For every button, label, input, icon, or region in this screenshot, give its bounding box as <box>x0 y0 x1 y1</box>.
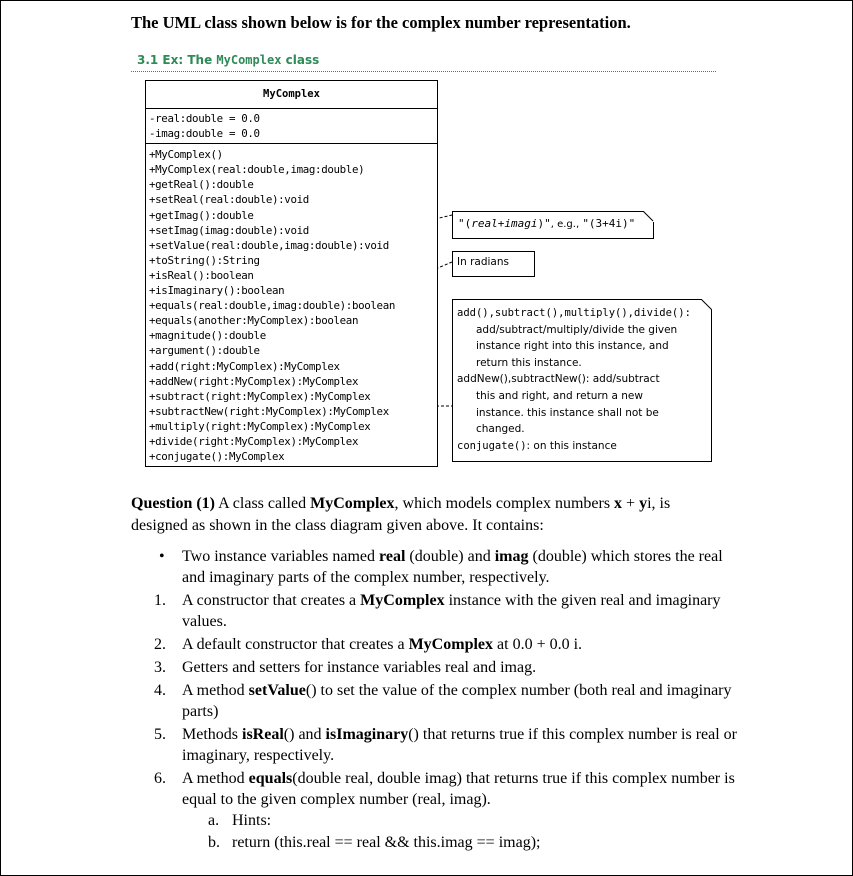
sub-list-text: return (this.real == real && this.imag == imag); <box>232 834 541 851</box>
list-item <box>145 680 745 722</box>
uml-method: +equals(another:MyComplex):boolean <box>149 314 359 328</box>
section-heading-code: MyComplex <box>216 53 282 67</box>
uml-method: +subtractNew(right:MyComplex):MyComplex <box>149 404 389 418</box>
page-heading: The UML class shown below is for the complex number representation. <box>131 13 631 32</box>
sub-list-text: Hints: <box>232 812 272 829</box>
uml-method: +isImaginary():boolean <box>149 284 285 298</box>
uml-class-box <box>145 80 438 467</box>
question-var-x: x <box>614 495 623 512</box>
list-item-text: A default constructor that creates a <box>182 636 409 653</box>
note-line: this and right, and return a new <box>476 389 643 402</box>
argument-note-text: In radians <box>457 256 509 268</box>
sub-list-marker: b. <box>208 834 220 851</box>
uml-method: +multiply(right:MyComplex):MyComplex <box>149 419 371 433</box>
question-label: Question (1) <box>131 495 215 512</box>
list-number: 6. <box>154 770 166 787</box>
list-item-bold: setValue <box>248 682 306 699</box>
uml-attributes <box>146 109 437 144</box>
uml-method: +divide(right:MyComplex):MyComplex <box>149 434 359 448</box>
list-item-bold: isImaginary <box>325 726 409 743</box>
question-text: , is designed as shown in the class diagram given above. It contains: <box>131 495 671 534</box>
list-item <box>145 634 745 655</box>
question-text: , which models complex numbers <box>394 495 615 512</box>
list-item-text: Getters and setters for instance variables real and imag. <box>182 659 537 676</box>
sub-list-item <box>145 810 745 832</box>
note-fold-icon <box>643 211 654 222</box>
uml-attribute: -real:double = 0.0 <box>149 112 260 125</box>
question-class-name: MyComplex <box>310 495 395 512</box>
list-item-bold: isReal <box>242 726 284 743</box>
uml-class-name: MyComplex <box>146 81 437 109</box>
note-text: , e.g., <box>550 219 583 230</box>
question-text: A class called <box>215 495 311 512</box>
uml-method: +argument():double <box>149 344 260 358</box>
note-line: instance right into this instance, and <box>476 340 669 353</box>
uml-method: +addNew(right:MyComplex):MyComplex <box>149 374 359 388</box>
note-code: conjugate() <box>457 439 527 452</box>
uml-method: +subtract(right:MyComplex):MyComplex <box>149 389 371 403</box>
question-text: + <box>622 495 640 512</box>
uml-method: +isReal():boolean <box>149 268 254 282</box>
note-code: )" <box>537 217 551 230</box>
uml-method: +setImag(imag:double):void <box>149 223 309 237</box>
note-line: changed. <box>476 423 525 436</box>
list-item-text: Two instance variables named <box>182 548 380 565</box>
list-item-bold: real <box>379 548 406 565</box>
note-line <box>457 438 691 455</box>
uml-method: +conjugate():MyComplex <box>149 450 285 464</box>
uml-method: +setReal(real:double):void <box>149 193 309 207</box>
list-item-text: A method <box>182 682 249 699</box>
uml-method: +magnitude():double <box>149 329 266 343</box>
list-item-text: (double) and <box>405 548 495 565</box>
list-item-bold: imag <box>494 548 529 565</box>
bullet-marker: • <box>159 548 165 565</box>
list-item-text: () that returns true if this complex number is real or imaginary, respectively. <box>182 726 738 764</box>
list-item-text: (double real, double imag) that returns true if this complex number is equal to the given complex number (real, imag). <box>182 770 735 808</box>
list-item-text: (double) which stores the real and imaginary parts of the complex number, respectively. <box>182 548 723 586</box>
list-item <box>145 724 745 766</box>
uml-method: +getImag():double <box>149 208 254 222</box>
note-text: : on this instance <box>526 439 617 452</box>
list-item <box>145 546 745 588</box>
list-number: 1. <box>154 592 166 609</box>
list-item-text: instance with the given real and imaginary values. <box>182 592 721 630</box>
note-line: add/subtract/multiply/divide the given <box>476 323 678 336</box>
note-line: return this instance. <box>476 356 582 369</box>
arithmetic-note <box>452 299 712 462</box>
uml-method: +MyComplex(real:double,imag:double) <box>149 163 365 177</box>
arithmetic-note-text <box>457 305 691 454</box>
uml-method: +MyComplex() <box>149 148 223 162</box>
list-item-bold: MyComplex <box>408 636 494 653</box>
list-item-text: () to set the value of the complex number (both real and imaginary parts) <box>182 682 732 720</box>
note-fold-icon <box>701 299 712 310</box>
sub-list-marker: a. <box>208 812 220 829</box>
uml-method: +add(right:MyComplex):MyComplex <box>149 359 340 373</box>
list-item-bold: equals <box>248 770 293 787</box>
requirements-list <box>145 546 745 854</box>
list-item-text: Methods <box>182 726 242 743</box>
uml-method: +equals(real:double,imag:double):boolean <box>149 299 396 313</box>
note-line: add(),subtract(),multiply(),divide(): <box>457 307 691 319</box>
question-var-y: y <box>639 495 648 512</box>
argument-note <box>452 251 535 277</box>
tostring-note <box>452 211 654 239</box>
uml-methods <box>146 144 437 466</box>
uml-attribute: -imag:double = 0.0 <box>149 127 260 141</box>
section-heading-suffix: class <box>281 53 320 67</box>
list-item-text: A constructor that creates a <box>182 592 361 609</box>
list-number: 5. <box>154 726 166 743</box>
note-code: "(3+4i)" <box>582 217 636 230</box>
list-item <box>145 657 745 678</box>
list-number: 3. <box>154 659 166 676</box>
tostring-note-text <box>458 217 635 230</box>
list-number: 2. <box>154 636 166 653</box>
note-code-italic: real+imagi <box>471 217 538 230</box>
note-line: addNew(),subtractNew(): add/subtract <box>457 373 660 386</box>
question-text: i <box>647 495 652 512</box>
list-item-text: at 0.0 + 0.0 i. <box>493 636 583 653</box>
list-item <box>145 590 745 632</box>
list-number: 4. <box>154 682 166 699</box>
note-code: "( <box>458 217 472 230</box>
list-item-bold: MyComplex <box>360 592 445 609</box>
list-item-text: A method <box>182 770 249 787</box>
uml-method: +getReal():double <box>149 178 254 192</box>
note-line: instance. this instance shall not be <box>476 406 659 419</box>
question-paragraph <box>131 493 731 537</box>
section-heading-prefix: 3.1 Ex: The <box>137 53 217 67</box>
list-item <box>145 768 745 810</box>
uml-method: +toString():String <box>149 253 260 267</box>
sub-list-item <box>145 832 745 854</box>
uml-method: +setValue(real:double,imag:double):void <box>149 238 389 252</box>
list-item-text: () and <box>283 726 326 743</box>
